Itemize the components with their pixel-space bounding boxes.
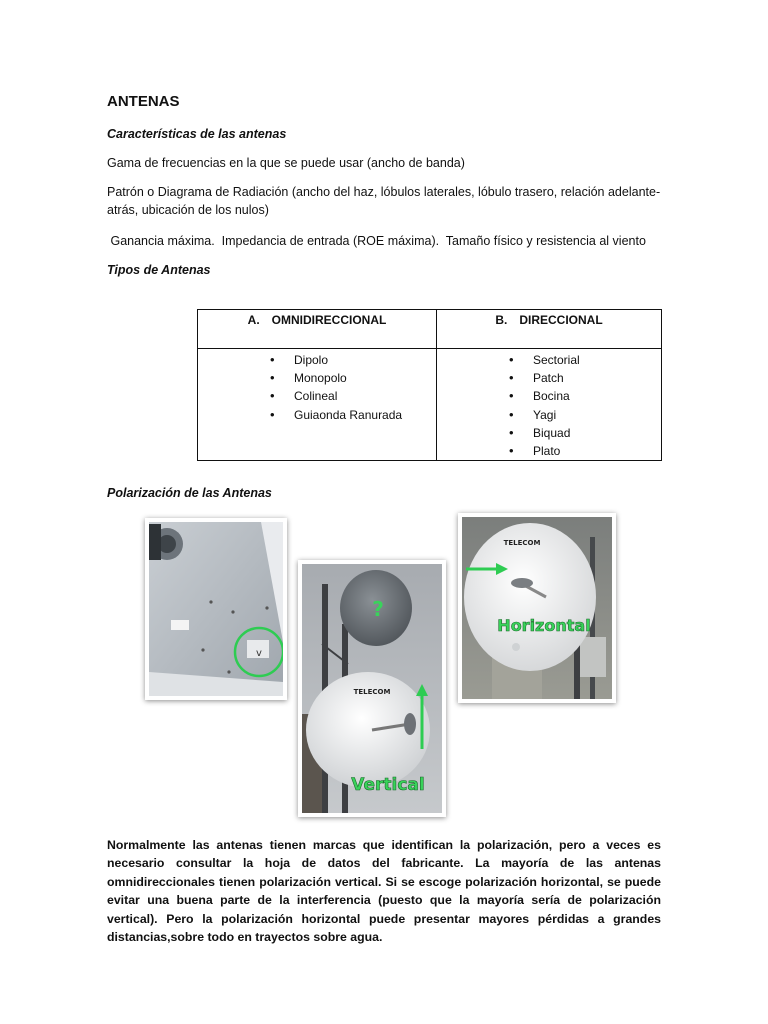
list-item: • Dipolo bbox=[294, 351, 436, 369]
photo-vertical-dish bbox=[298, 560, 446, 817]
text-gama-frecuencias: Gama de frecuencias en la que se puede usar (ancho de banda) bbox=[107, 156, 465, 170]
subtitle-caracteristicas: Características de las antenas bbox=[107, 127, 287, 141]
photo-panel-antenna bbox=[145, 518, 287, 700]
vertical-dish-image bbox=[302, 564, 442, 813]
list-item: • Monopolo bbox=[294, 369, 436, 387]
horizontal-dish-image bbox=[462, 517, 612, 699]
list-item: • Plato bbox=[533, 442, 661, 460]
antenna-types-table bbox=[197, 309, 662, 461]
table-header-direccional bbox=[437, 310, 662, 349]
photo-horizontal-dish bbox=[458, 513, 616, 703]
header-omni-letter: A. bbox=[247, 313, 260, 327]
polarization-paragraph: Normalmente las antenas tienen marcas que identifican la polarización, pero a veces es necesario consultar la hoja de datos del fabricante. La mayoría de las antenas omnidireccionales tienen polarización vertical. Si se escoge polarización horizontal, se puede evitar una buena parte de la interferencia (puesto que la mayoría sería de polarización vertical). Pero la polarización horizontal puede presentar mayores pérdidas a grandes distancias,sobre todo en trayectos sobre agua. bbox=[107, 838, 661, 945]
panel-antenna-image bbox=[149, 522, 283, 696]
omni-cell bbox=[198, 349, 437, 461]
dish-brand-vertical: TELECOM bbox=[353, 688, 391, 696]
text-ganancia: Ganancia máxima. Impedancia de entrada (ROE máxima). Tamaño físico y resistencia al viento bbox=[107, 234, 646, 248]
direccional-cell bbox=[437, 349, 662, 461]
direccional-list bbox=[437, 351, 661, 460]
page-title: ANTENAS bbox=[107, 93, 180, 110]
panel-mark-label: v bbox=[256, 648, 262, 659]
header-omni-label: OMNIDIRECCIONAL bbox=[271, 313, 387, 327]
list-item: • Bocina bbox=[533, 387, 661, 405]
label-horizontal: Horizontal bbox=[497, 616, 591, 635]
list-item: • Biquad bbox=[533, 424, 661, 442]
subtitle-polarizacion: Polarización de las Antenas bbox=[107, 486, 272, 500]
label-vertical: Vertical bbox=[351, 775, 425, 795]
list-item: • Sectorial bbox=[533, 351, 661, 369]
omni-list bbox=[198, 351, 436, 424]
header-dir-letter: B. bbox=[495, 313, 508, 327]
list-item: • Yagi bbox=[533, 406, 661, 424]
mystery-mark: ? bbox=[372, 597, 384, 621]
text-patron-radiacion: Patrón o Diagrama de Radiación (ancho del haz, lóbulos laterales, lóbulo trasero, relación adelante-atrás, ubicación de los nulos) bbox=[107, 185, 661, 217]
subtitle-tipos: Tipos de Antenas bbox=[107, 263, 211, 277]
header-dir-label: DIRECCIONAL bbox=[519, 313, 603, 327]
list-item: • Colineal bbox=[294, 387, 436, 405]
table-header-omni bbox=[198, 310, 437, 349]
list-item: • Patch bbox=[533, 369, 661, 387]
dish-brand-horizontal: TELECOM bbox=[503, 539, 541, 547]
list-item: • Guiaonda Ranurada bbox=[294, 406, 436, 424]
